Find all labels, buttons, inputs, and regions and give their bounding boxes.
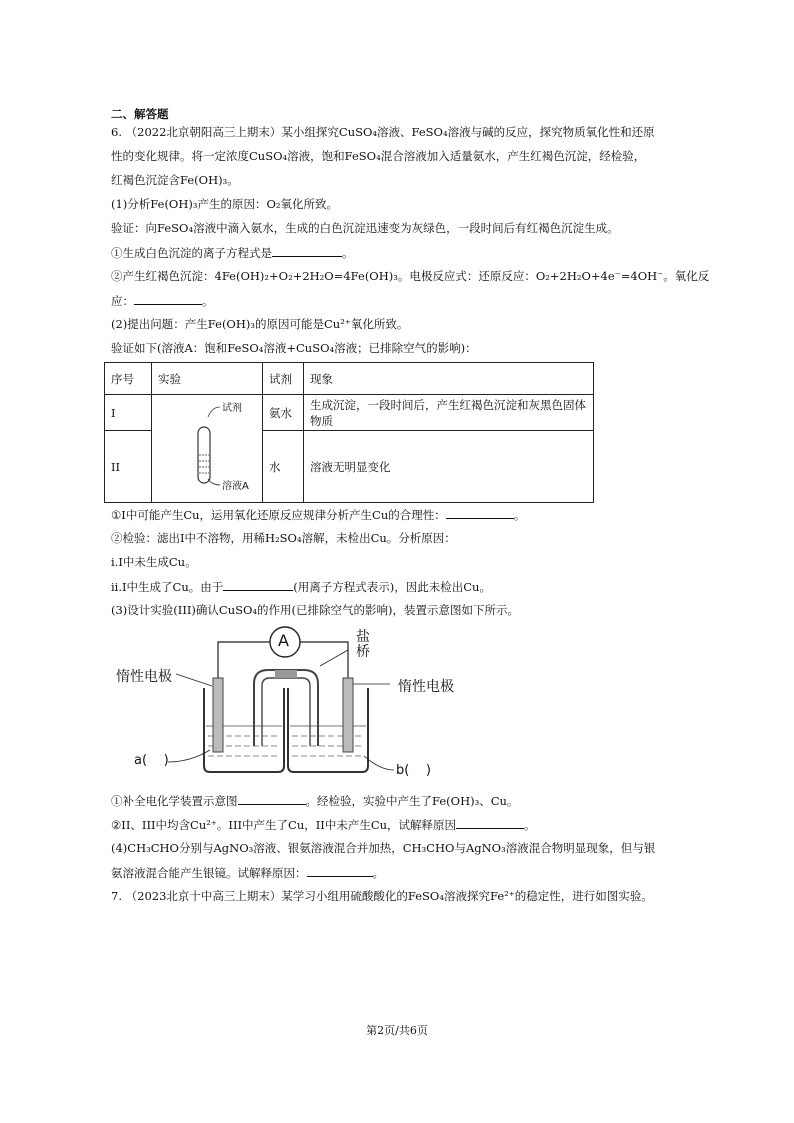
q6-q2-ii [111, 578, 491, 595]
q6-q3-1-text-b: 。经检验，实验中产生了Fe(OH)₃、Cu。 [305, 794, 519, 808]
label-b: b( ) [396, 763, 431, 778]
tube-label-bottom: 溶液A [222, 481, 249, 492]
q6-q2-1-text: ①I中可能产生Cu，运用氧化还原反应规律分析产生Cu的合理性： [111, 508, 446, 522]
answer-blank[interactable] [223, 578, 293, 591]
table-header-row [105, 363, 594, 395]
answer-blank[interactable] [446, 506, 514, 519]
q6-q2-2: ②检验：滤出I中不溶物，用稀H₂SO₄溶解，未检出Cu。分析原因： [111, 531, 456, 545]
q6-p4b [111, 864, 384, 881]
beaker-right-icon [288, 688, 368, 772]
q6-sub1: ①生成白色沉淀的离子方程式是 。 [111, 246, 354, 260]
q6-q3-2-text-a: ②II、III中均含Cu²⁺。III中产生了Cu，II中未产生Cu，试解释原因 [111, 818, 457, 832]
electrode-right-icon [343, 678, 353, 752]
q6-p4a: (4)CH₃CHO分别与AgNO₃溶液、银氨溶液混合并加热，CH₃CHO与AgNO₃溶液混合物明显现象，但与银 [111, 841, 656, 855]
electrochem-diagram [110, 626, 470, 786]
answer-blank[interactable] [307, 864, 373, 877]
electrode-right-label: 惰性电极 [398, 679, 454, 695]
q6-sub2b: 应： 。 [111, 294, 214, 308]
q6-p4c-text: 。 [372, 866, 384, 880]
wire-right [300, 642, 348, 682]
q6-q3-2 [111, 816, 536, 833]
table-row [105, 395, 594, 431]
answer-blank[interactable] [272, 244, 342, 257]
section-heading: 二、解答题 [111, 107, 169, 121]
q6-sub2a: ②产生红褐色沉淀：4Fe(OH)₂+O₂+2H₂O=4Fe(OH)₃。电极反应式：还原反应：O₂+2H₂O+4e⁻=4OH⁻。氧化反 [111, 269, 710, 283]
q6-line1: 6. （2022北京朝阳高三上期末）某小组探究CuSO₄溶液、FeSO₄溶液与碱的反应，探究物质氧化性和还原 [111, 125, 655, 139]
tube-label-top: 试剂 [222, 403, 242, 414]
label-a: a( ) [134, 753, 169, 768]
table-cell-phenomenon: 溶液无明显变化 [304, 431, 594, 503]
wire-left [218, 642, 270, 688]
q6-part2: (2)提出问题：产生Fe(OH)₃的原因可能是Cu²⁺氧化所致。 [111, 317, 409, 331]
q6-part3: (3)设计实验(III)确认CuSO₄的作用(已排除空气的影响)，装置示意图如下所示。 [111, 603, 519, 617]
q6-line2: 性的变化规律。将一定浓度CuSO₄溶液，饱和FeSO₄混合溶液加入适量氨水，产生红褐色沉淀，经检验， [111, 149, 646, 163]
salt-bridge-label: 盐桥 [356, 629, 370, 660]
table-cell-phenomenon: 生成沉淀，一段时间后，产生红褐色沉淀和灰黑色固体物质 [304, 395, 594, 431]
table-header: 现象 [304, 363, 594, 395]
answer-blank[interactable] [456, 816, 524, 829]
q6-p4b-text: 氨溶液混合能产生银镜。试解释原因： [111, 866, 307, 880]
q6-q2-ii-text-b: (用离子方程式表示)，因此未检出Cu。 [293, 580, 491, 594]
q6-line3: 红褐色沉淀含Fe(OH)₃。 [111, 173, 239, 187]
electrode-left-icon [213, 678, 223, 752]
table-header: 序号 [105, 363, 152, 395]
q6-q3-2-text-b: 。 [524, 818, 536, 832]
electrode-left-label: 惰性电极 [116, 669, 172, 685]
q6-verify2: 验证如下(溶液A：饱和FeSO₄溶液+CuSO₄溶液；已排除空气的影响)： [111, 341, 477, 355]
leader-line [176, 674, 212, 686]
q7-line1: 7. （2023北京十中高三上期末）某学习小组用硫酸酸化的FeSO₄溶液探究Fe²⁺的稳定性，进行如图实验。 [111, 889, 653, 903]
table-cell-no: II [105, 431, 152, 503]
table-cell-no: I [105, 395, 152, 431]
q6-q3-1 [111, 792, 518, 809]
q6-sub1-text: ①生成白色沉淀的离子方程式是 [111, 246, 272, 260]
salt-bridge-plug [275, 670, 297, 678]
q6-q2-i: i.I中未生成Cu。 [111, 555, 197, 569]
table-cell-reagent: 水 [263, 431, 304, 503]
answer-blank[interactable] [134, 292, 202, 305]
experiment-table [104, 362, 594, 503]
page-footer: 第2页/共6页 [366, 1024, 428, 1037]
q6-q2-1: ①I中可能产生Cu，运用氧化还原反应规律分析产生Cu的合理性： 。 [111, 508, 526, 522]
q6-verify: 验证：向FeSO₄溶液中滴入氨水，生成的白色沉淀迅速变为灰绿色，一段时间后有红褐色沉淀生成。 [111, 221, 619, 235]
table-header: 试剂 [263, 363, 304, 395]
table-header: 实验 [152, 363, 263, 395]
answer-blank[interactable] [238, 792, 306, 805]
q6-sub2b-text: 应： [111, 294, 134, 308]
leader-line [320, 650, 348, 666]
table-cell-reagent: 氨水 [263, 395, 304, 431]
q6-part1: (1)分析Fe(OH)₃产生的原因：O₂氧化所致。 [111, 197, 339, 211]
leader-line [208, 407, 220, 417]
q6-q3-1-text-a: ①补全电化学装置示意图 [111, 794, 238, 808]
table-cell-apparatus [152, 395, 263, 503]
q6-q2-ii-text-a: ii.I中生成了Cu。由于 [111, 580, 224, 594]
ammeter-label: A [278, 631, 289, 650]
